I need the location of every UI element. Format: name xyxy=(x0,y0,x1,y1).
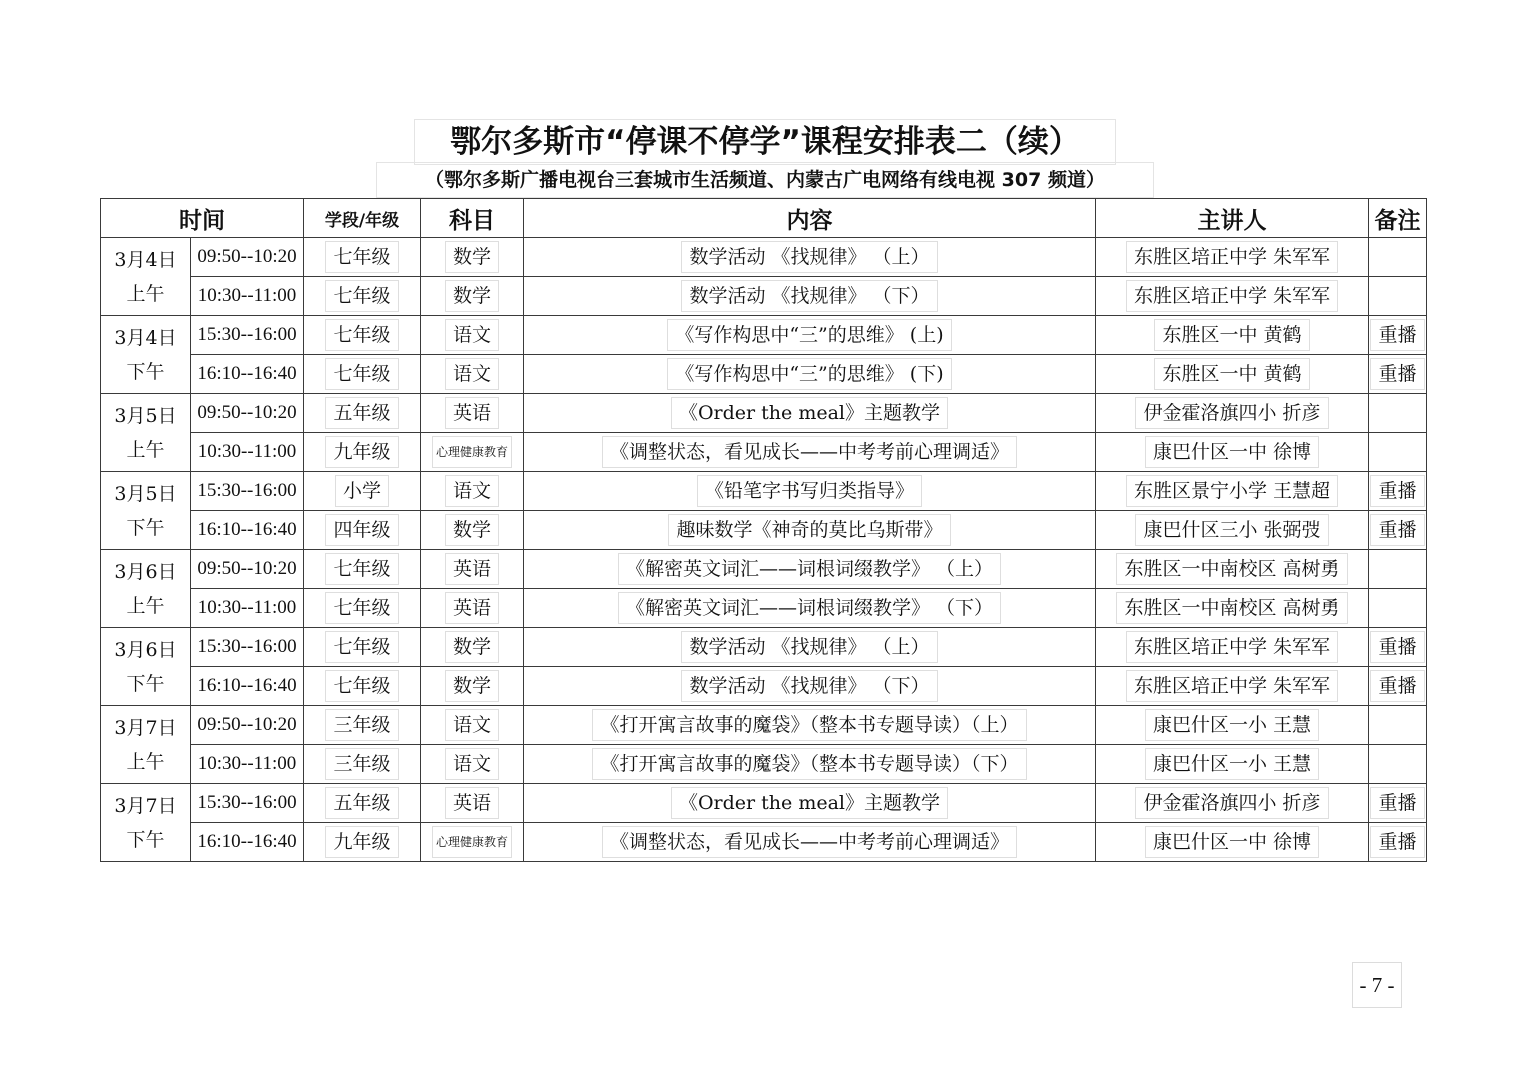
page-number: - 7 - xyxy=(1352,962,1402,1008)
note-cell xyxy=(1369,589,1427,628)
time-cell: 15:30--16:00 xyxy=(191,472,304,511)
note-text: 重播 xyxy=(1370,319,1424,351)
content-text: 数学活动 《找规律》 （下） xyxy=(681,670,937,702)
teacher-text: 东胜区培正中学 朱军军 xyxy=(1126,670,1338,702)
content-text: 数学活动 《找规律》 （下） xyxy=(681,280,937,312)
grade-cell xyxy=(304,667,421,706)
time-cell: 15:30--16:00 xyxy=(191,316,304,355)
teacher-text: 伊金霍洛旗四小 折彦 xyxy=(1135,787,1328,819)
table-row xyxy=(101,511,1427,550)
grade-cell xyxy=(304,394,421,433)
subject-text: 数学 xyxy=(445,514,499,546)
teacher-text: 东胜区一中南校区 高树勇 xyxy=(1116,553,1347,585)
grade-cell xyxy=(304,277,421,316)
teacher-text: 东胜区一中 黄鹤 xyxy=(1154,358,1309,390)
time-cell: 16:10--16:40 xyxy=(191,667,304,706)
subject-cell xyxy=(421,394,524,433)
grade-text: 五年级 xyxy=(325,397,398,429)
subject-text: 语文 xyxy=(445,475,499,507)
content-text: 数学活动 《找规律》 （上） xyxy=(681,631,937,663)
note-cell xyxy=(1369,355,1427,394)
teacher-cell xyxy=(1096,238,1369,277)
note-cell xyxy=(1369,433,1427,472)
subject-text: 心理健康教育 xyxy=(432,436,512,468)
content-cell xyxy=(524,472,1096,511)
time-cell: 09:50--10:20 xyxy=(191,550,304,589)
header-row xyxy=(101,199,1427,238)
subject-cell xyxy=(421,238,524,277)
note-cell xyxy=(1369,277,1427,316)
date-cell xyxy=(101,784,191,862)
content-cell xyxy=(524,316,1096,355)
table-row xyxy=(101,277,1427,316)
grade-cell xyxy=(304,628,421,667)
teacher-cell xyxy=(1096,511,1369,550)
page-title: 鄂尔多斯市“停课不停学”课程安排表二（续） xyxy=(414,119,1116,165)
content-cell xyxy=(524,550,1096,589)
teacher-cell xyxy=(1096,550,1369,589)
table-row xyxy=(101,706,1427,745)
teacher-text: 康巴什区三小 张弼弢 xyxy=(1135,514,1328,546)
teacher-text: 伊金霍洛旗四小 折彦 xyxy=(1135,397,1328,429)
header-grade: 学段/年级 xyxy=(304,199,421,238)
note-cell xyxy=(1369,784,1427,823)
time-cell: 10:30--11:00 xyxy=(191,277,304,316)
content-text: 《Order the meal》主题教学 xyxy=(671,397,948,429)
note-cell xyxy=(1369,706,1427,745)
header-note: 备注 xyxy=(1369,199,1427,238)
subject-text: 英语 xyxy=(445,553,499,585)
period-label: 下午 xyxy=(126,516,165,539)
teacher-text: 东胜区一中南校区 高树勇 xyxy=(1116,592,1347,624)
content-cell xyxy=(524,745,1096,784)
subject-text: 数学 xyxy=(445,280,499,312)
subject-cell xyxy=(421,628,524,667)
subject-cell xyxy=(421,706,524,745)
header-time: 时间 xyxy=(101,199,304,238)
content-text: 趣味数学《神奇的莫比乌斯带》 xyxy=(668,514,950,546)
note-text: 重播 xyxy=(1370,631,1424,663)
period-label: 下午 xyxy=(126,672,165,695)
subject-cell xyxy=(421,589,524,628)
teacher-cell xyxy=(1096,706,1369,745)
grade-cell xyxy=(304,745,421,784)
note-cell xyxy=(1369,628,1427,667)
header-subject: 科目 xyxy=(421,199,524,238)
content-text: 《解密英文词汇——词根词缀教学》 （下） xyxy=(618,592,1001,624)
grade-text: 七年级 xyxy=(325,670,398,702)
grade-text: 九年级 xyxy=(325,436,398,468)
teacher-text: 康巴什区一小 王慧 xyxy=(1145,709,1319,741)
content-text: 《调整状态，看见成长——中考考前心理调适》 xyxy=(602,826,1017,858)
teacher-text: 东胜区一中 黄鹤 xyxy=(1154,319,1309,351)
time-cell: 15:30--16:00 xyxy=(191,784,304,823)
content-cell xyxy=(524,823,1096,862)
time-cell: 16:10--16:40 xyxy=(191,823,304,862)
date-label: 3月4日 xyxy=(114,248,177,271)
date-cell xyxy=(101,394,191,472)
content-cell xyxy=(524,784,1096,823)
content-cell xyxy=(524,706,1096,745)
table-row xyxy=(101,355,1427,394)
subject-text: 语文 xyxy=(445,358,499,390)
teacher-text: 东胜区培正中学 朱军军 xyxy=(1126,631,1338,663)
schedule-body xyxy=(101,238,1427,862)
subject-text: 英语 xyxy=(445,592,499,624)
content-cell xyxy=(524,394,1096,433)
note-text: 重播 xyxy=(1370,787,1424,819)
period-label: 上午 xyxy=(126,282,165,305)
note-cell xyxy=(1369,511,1427,550)
content-cell xyxy=(524,355,1096,394)
grade-text: 七年级 xyxy=(325,592,398,624)
time-cell: 10:30--11:00 xyxy=(191,745,304,784)
subject-text: 语文 xyxy=(445,748,499,780)
subject-text: 数学 xyxy=(445,241,499,273)
content-text: 《打开寓言故事的魔袋》（整本书专题导读）（上） xyxy=(592,709,1026,741)
teacher-cell xyxy=(1096,472,1369,511)
teacher-cell xyxy=(1096,433,1369,472)
content-text: 《调整状态，看见成长——中考考前心理调适》 xyxy=(602,436,1017,468)
note-cell xyxy=(1369,550,1427,589)
subject-cell xyxy=(421,316,524,355)
content-cell xyxy=(524,628,1096,667)
grade-cell xyxy=(304,511,421,550)
note-cell xyxy=(1369,238,1427,277)
time-cell: 15:30--16:00 xyxy=(191,628,304,667)
header-teacher: 主讲人 xyxy=(1096,199,1369,238)
period-label: 下午 xyxy=(126,360,165,383)
grade-cell xyxy=(304,589,421,628)
note-cell xyxy=(1369,394,1427,433)
note-cell xyxy=(1369,745,1427,784)
teacher-text: 东胜区培正中学 朱军军 xyxy=(1126,241,1338,273)
table-row xyxy=(101,316,1427,355)
subject-cell xyxy=(421,667,524,706)
table-row xyxy=(101,433,1427,472)
teacher-text: 康巴什区一中 徐博 xyxy=(1145,436,1319,468)
teacher-cell xyxy=(1096,784,1369,823)
period-label: 上午 xyxy=(126,750,165,773)
table-row xyxy=(101,628,1427,667)
subject-text: 心理健康教育 xyxy=(432,826,512,858)
grade-text: 七年级 xyxy=(325,358,398,390)
grade-text: 小学 xyxy=(335,475,389,507)
time-cell: 16:10--16:40 xyxy=(191,355,304,394)
content-text: 《写作构思中“三”的思维》 (上) xyxy=(667,319,951,351)
note-cell xyxy=(1369,316,1427,355)
grade-cell xyxy=(304,316,421,355)
date-label: 3月6日 xyxy=(114,560,177,583)
teacher-text: 康巴什区一中 徐博 xyxy=(1145,826,1319,858)
time-cell: 16:10--16:40 xyxy=(191,511,304,550)
note-cell xyxy=(1369,667,1427,706)
note-text: 重播 xyxy=(1370,514,1424,546)
grade-text: 七年级 xyxy=(325,241,398,273)
subject-cell xyxy=(421,433,524,472)
date-cell xyxy=(101,628,191,706)
table-row xyxy=(101,550,1427,589)
table-row xyxy=(101,394,1427,433)
date-label: 3月4日 xyxy=(114,326,177,349)
teacher-cell xyxy=(1096,316,1369,355)
teacher-cell xyxy=(1096,745,1369,784)
page-subtitle: （鄂尔多斯广播电视台三套城市生活频道、内蒙古广电网络有线电视 307 频道） xyxy=(376,162,1154,198)
content-cell xyxy=(524,433,1096,472)
subject-cell xyxy=(421,784,524,823)
period-label: 上午 xyxy=(126,594,165,617)
date-cell xyxy=(101,706,191,784)
content-cell xyxy=(524,511,1096,550)
grade-cell xyxy=(304,238,421,277)
grade-text: 七年级 xyxy=(325,631,398,663)
table-row xyxy=(101,823,1427,862)
teacher-text: 康巴什区一小 王慧 xyxy=(1145,748,1319,780)
date-label: 3月5日 xyxy=(114,482,177,505)
time-cell: 09:50--10:20 xyxy=(191,238,304,277)
subject-cell xyxy=(421,277,524,316)
table-row xyxy=(101,784,1427,823)
content-text: 《Order the meal》主题教学 xyxy=(671,787,948,819)
time-cell: 09:50--10:20 xyxy=(191,394,304,433)
content-text: 数学活动 《找规律》 （上） xyxy=(681,241,937,273)
date-cell xyxy=(101,316,191,394)
table-row xyxy=(101,589,1427,628)
teacher-text: 东胜区景宁小学 王慧超 xyxy=(1126,475,1338,507)
grade-cell xyxy=(304,355,421,394)
date-label: 3月5日 xyxy=(114,404,177,427)
grade-cell xyxy=(304,433,421,472)
subject-text: 数学 xyxy=(445,631,499,663)
table-row xyxy=(101,472,1427,511)
teacher-cell xyxy=(1096,277,1369,316)
subject-text: 语文 xyxy=(445,709,499,741)
grade-text: 七年级 xyxy=(325,319,398,351)
date-cell xyxy=(101,238,191,316)
date-label: 3月7日 xyxy=(114,794,177,817)
grade-text: 七年级 xyxy=(325,553,398,585)
teacher-cell xyxy=(1096,823,1369,862)
time-cell: 10:30--11:00 xyxy=(191,433,304,472)
note-cell xyxy=(1369,823,1427,862)
content-cell xyxy=(524,277,1096,316)
header-content: 内容 xyxy=(524,199,1096,238)
subject-cell xyxy=(421,550,524,589)
grade-cell xyxy=(304,550,421,589)
content-text: 《打开寓言故事的魔袋》（整本书专题导读）（下） xyxy=(592,748,1026,780)
grade-text: 三年级 xyxy=(325,709,398,741)
note-text: 重播 xyxy=(1370,670,1424,702)
subject-text: 英语 xyxy=(445,397,499,429)
date-cell xyxy=(101,550,191,628)
grade-text: 五年级 xyxy=(325,787,398,819)
grade-cell xyxy=(304,706,421,745)
teacher-cell xyxy=(1096,394,1369,433)
grade-text: 三年级 xyxy=(325,748,398,780)
grade-text: 七年级 xyxy=(325,280,398,312)
subject-cell xyxy=(421,745,524,784)
teacher-cell xyxy=(1096,589,1369,628)
table-row xyxy=(101,745,1427,784)
date-label: 3月7日 xyxy=(114,716,177,739)
teacher-cell xyxy=(1096,355,1369,394)
grade-text: 九年级 xyxy=(325,826,398,858)
note-text: 重播 xyxy=(1370,358,1424,390)
teacher-cell xyxy=(1096,628,1369,667)
note-cell xyxy=(1369,472,1427,511)
grade-cell xyxy=(304,472,421,511)
subject-cell xyxy=(421,355,524,394)
grade-cell xyxy=(304,823,421,862)
subject-cell xyxy=(421,472,524,511)
date-label: 3月6日 xyxy=(114,638,177,661)
subject-cell xyxy=(421,511,524,550)
schedule-table xyxy=(100,198,1427,862)
subject-cell xyxy=(421,823,524,862)
time-cell: 09:50--10:20 xyxy=(191,706,304,745)
teacher-text: 东胜区培正中学 朱军军 xyxy=(1126,280,1338,312)
date-cell xyxy=(101,472,191,550)
grade-text: 四年级 xyxy=(325,514,398,546)
content-cell xyxy=(524,589,1096,628)
period-label: 上午 xyxy=(126,438,165,461)
note-text: 重播 xyxy=(1370,826,1424,858)
content-cell xyxy=(524,667,1096,706)
grade-cell xyxy=(304,784,421,823)
content-text: 《铅笔字书写归类指导》 xyxy=(697,475,922,507)
subject-text: 语文 xyxy=(445,319,499,351)
content-cell xyxy=(524,238,1096,277)
subject-text: 数学 xyxy=(445,670,499,702)
table-row xyxy=(101,238,1427,277)
content-text: 《解密英文词汇——词根词缀教学》 （上） xyxy=(618,553,1001,585)
period-label: 下午 xyxy=(126,828,165,851)
content-text: 《写作构思中“三”的思维》 (下) xyxy=(667,358,951,390)
time-cell: 10:30--11:00 xyxy=(191,589,304,628)
teacher-cell xyxy=(1096,667,1369,706)
note-text: 重播 xyxy=(1370,475,1424,507)
table-row xyxy=(101,667,1427,706)
subject-text: 英语 xyxy=(445,787,499,819)
